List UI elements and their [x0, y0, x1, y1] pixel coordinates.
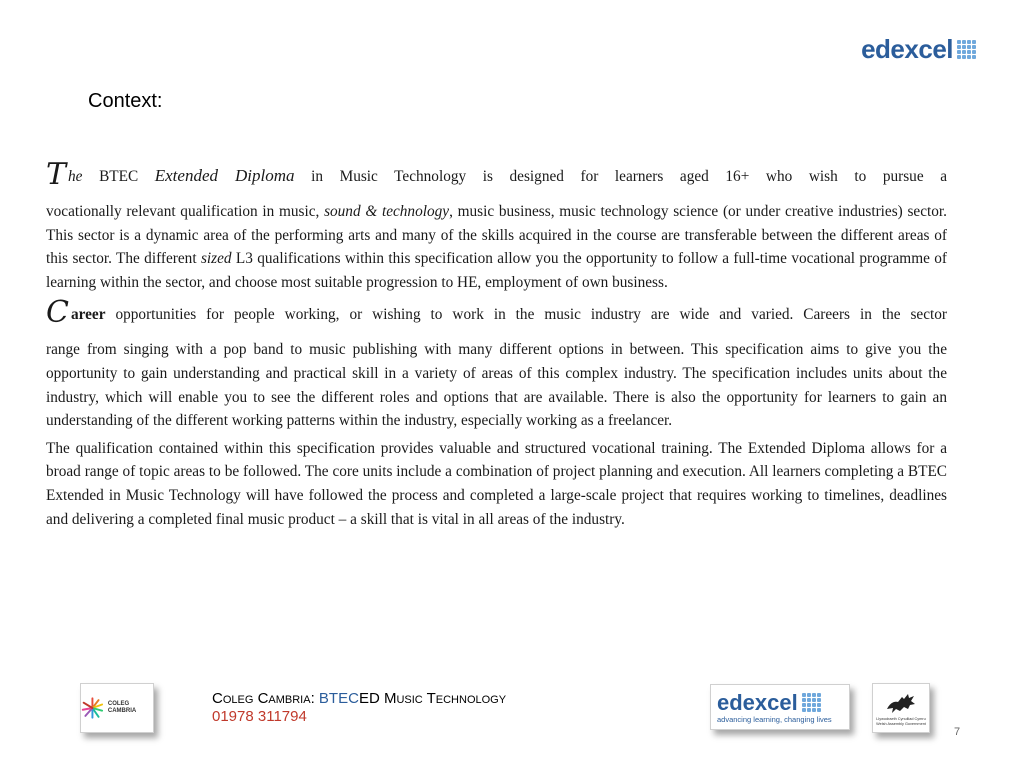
footer-btec: BTEC: [318, 690, 359, 707]
footer-course: ED Music Technology: [358, 690, 507, 707]
footer-course-info: [212, 690, 506, 726]
paragraph-intro: The BTEC Extended Diploma in Music Technology is designed for learners aged 16+ who wish to pursue a vocationally relevant qualification in music, sound & technology, music business, music technology science (or under creative industries) sector. This sector is a dynamic area of the performing arts and many of the skills acquired in the course are transferable between the different areas of this sector. The different sized L3 qualifications within this specification allow you the opportunity to follow a full-time vocational programme of learning within the sector, and choose most suitable progression to HE, employment of own business.: [46, 157, 947, 291]
career-first-line: Career opportunities for people working, or wishing to work in the music industry are wide and varied. Careers in the sector: [46, 295, 947, 331]
dropcap-t: T: [46, 157, 67, 192]
page-number: 7: [954, 726, 961, 738]
edexcel-logo-footer: [710, 684, 850, 730]
body-text: [46, 157, 947, 535]
footer-phone: 01978 311794: [212, 708, 307, 725]
script-title: Extended Diploma: [154, 166, 295, 185]
welsh-assembly-logo: [872, 683, 930, 733]
edexcel-footer-word: edexcel: [717, 689, 798, 715]
cambria-logo-text: COLEG CAMBRIA: [107, 701, 137, 714]
edexcel-tagline: advancing learning, changing lives: [717, 714, 832, 724]
edexcel-logo-top: [861, 34, 976, 65]
footer-org: Coleg Cambria:: [212, 690, 315, 707]
dropcap-c: C: [46, 295, 69, 331]
welsh-dragon-icon: [884, 689, 918, 717]
paragraph-career: Career opportunities for people working, or wishing to work in the music industry are wide and varied. Careers in the sector range from singing with a pop band to music publishing with many different options in between. This specification aims to give you the opportunity to gain understanding and practical skill in a variety of areas of this complex industry. The specification includes units about the industry, which will enable you to see the different roles and options that are available. There is also the opportunity for learners to gain an understanding of the different working patterns within the industry, especially working as a freelancer.: [46, 295, 947, 430]
welsh-assembly-text: Llywodraeth Cynulliad Cymru Welsh Assembly Government: [876, 717, 926, 726]
cambria-starburst-icon: [81, 695, 104, 721]
coleg-cambria-logo: [80, 683, 154, 733]
edexcel-dot-grid-icon: [802, 693, 821, 712]
edexcel-logo-word: edexcel: [861, 34, 953, 64]
slide-title: Context:: [88, 90, 163, 112]
intro-first-line: The BTEC Extended Diploma in Music Technology is designed for learners aged 16+ who wish to pursue a: [46, 157, 947, 192]
edexcel-dot-grid-icon: [957, 40, 976, 59]
paragraph-qualification: The qualification contained within this specification provides valuable and structured vocational training. The Extended Diploma allows for a broad range of topic areas to be followed. The core units include a combination of project planning and execution. All learners completing a BTEC Extended in Music Technology will have followed the process and completed a large-scale project that requires working to timelines, deadlines and delivering a completed final music product – a skill that is vital in all areas of the industry.: [46, 439, 947, 528]
